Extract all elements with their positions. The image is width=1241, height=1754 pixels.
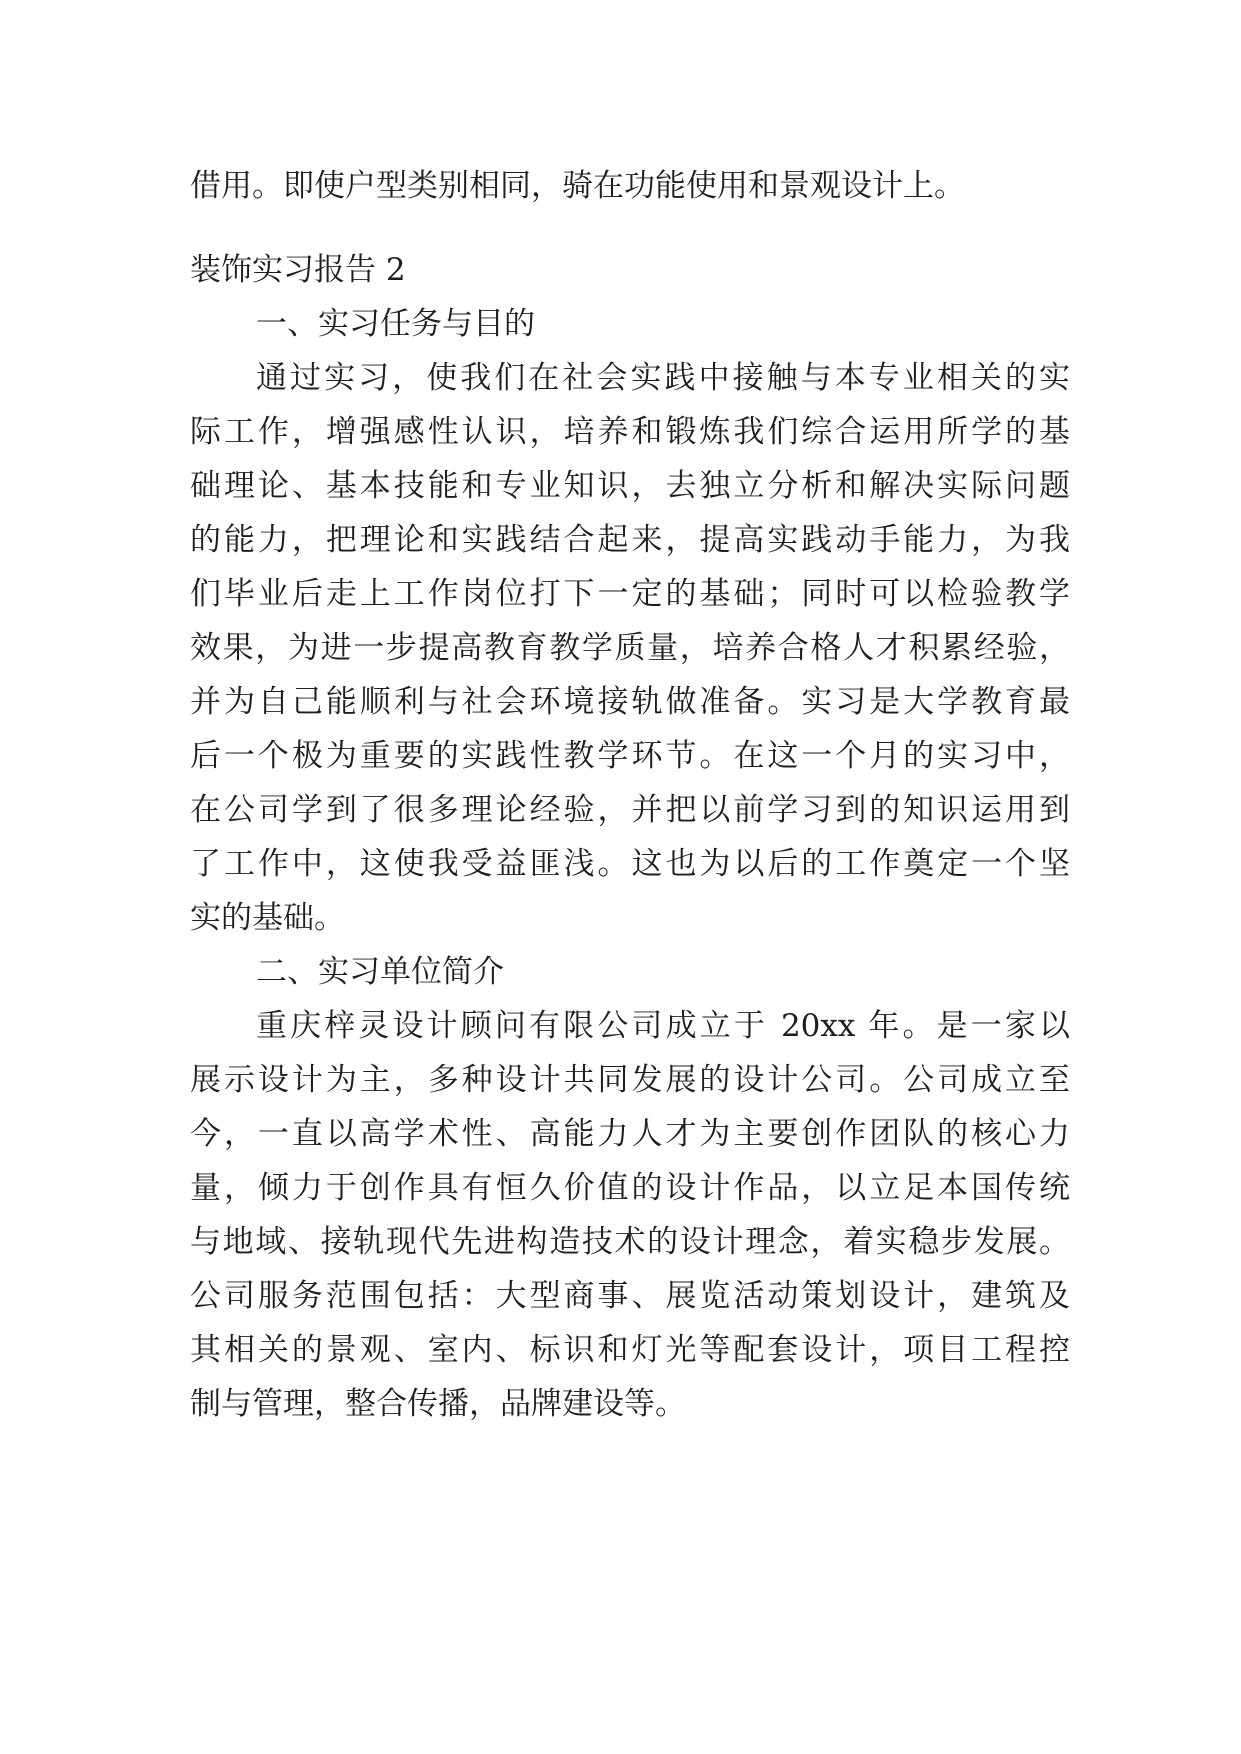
paragraph-line: 后一个极为重要的实践性教学环节。在这一个月的实习中， (190, 738, 1070, 774)
paragraph-line: 实的基础。 (190, 900, 345, 936)
section2-heading: 二、实习单位简介 (256, 954, 504, 990)
paragraph-line: 制与管理，整合传播，品牌建设等。 (190, 1386, 686, 1422)
paragraph-line: 其相关的景观、室内、标识和灯光等配套设计，项目工程控 (190, 1332, 1070, 1368)
paragraph-line: 量，倾力于创作具有恒久价值的设计作品，以立足本国传统 (190, 1170, 1070, 1206)
paragraph-line: 重庆梓灵设计顾问有限公司成立于 20xx 年。是一家以 (256, 1008, 1070, 1044)
paragraph-line: 们毕业后走上工作岗位打下一定的基础；同时可以检验教学 (190, 576, 1070, 612)
report-title: 装饰实习报告 2 (190, 252, 406, 288)
paragraph-line: 通过实习，使我们在社会实践中接触与本专业相关的实 (256, 360, 1070, 396)
intro-line: 借用。即使户型类别相同，骑在功能使用和景观设计上。 (190, 168, 965, 204)
paragraph-line: 了工作中，这使我受益匪浅。这也为以后的工作奠定一个坚 (190, 846, 1070, 882)
paragraph-line: 际工作，增强感性认识，培养和锻炼我们综合运用所学的基 (190, 414, 1070, 450)
paragraph-line: 展示设计为主，多种设计共同发展的设计公司。公司成立至 (190, 1062, 1070, 1098)
paragraph-line: 效果，为进一步提高教育教学质量，培养合格人才积累经验， (190, 630, 1070, 666)
paragraph-line: 与地域、接轨现代先进构造技术的设计理念，着实稳步发展。 (190, 1224, 1070, 1260)
paragraph-line: 的能力，把理论和实践结合起来，提高实践动手能力，为我 (190, 522, 1070, 558)
paragraph-line: 础理论、基本技能和专业知识，去独立分析和解决实际问题 (190, 468, 1070, 504)
section1-heading: 一、实习任务与目的 (256, 306, 535, 342)
paragraph-line: 公司服务范围包括：大型商事、展览活动策划设计，建筑及 (190, 1278, 1070, 1314)
paragraph-line: 今，一直以高学术性、高能力人才为主要创作团队的核心力 (190, 1116, 1070, 1152)
paragraph-line: 并为自己能顺利与社会环境接轨做准备。实习是大学教育最 (190, 684, 1070, 720)
paragraph-line: 在公司学到了很多理论经验，并把以前学习到的知识运用到 (190, 792, 1070, 828)
